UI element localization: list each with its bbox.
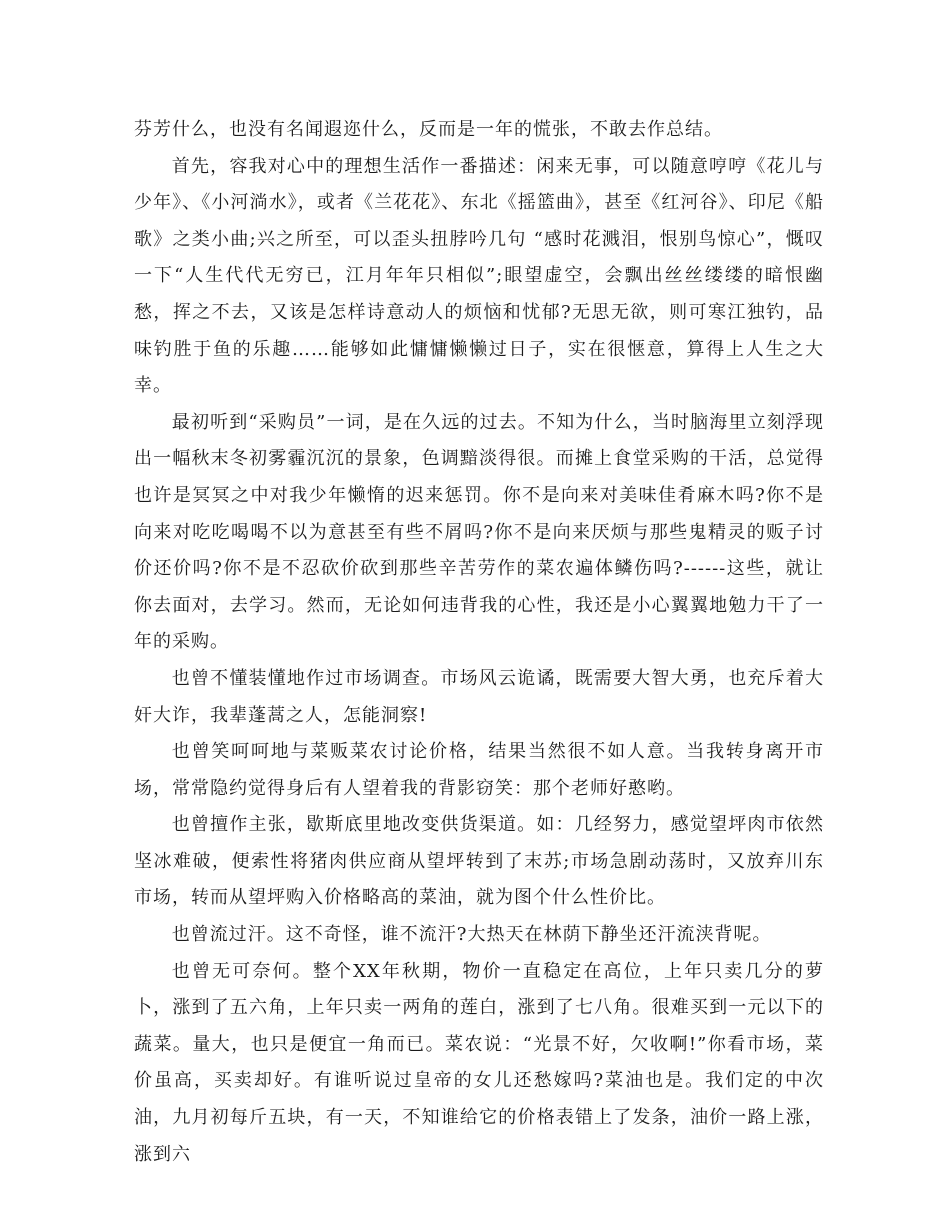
paragraph: 芬芳什么，也没有名闻遐迩什么，反而是一年的慌张，不敢去作总结。 (134, 119, 723, 140)
paragraph: 也曾无可奈何。整个XX年秋期，物价一直稳定在高位，上年只卖几分的萝卜，涨到了五六角，上年只卖一两角的莲白，涨到了七八角。很难买到一元以下的蔬菜。量大，也只是便宜一角而已。菜农说：“光景不好，欠收啊!”你看市场，菜价虽高，买卖却好。有谁听说过皇帝的女儿还愁嫁吗?菜油也是。我们定的中次油，九月初每斤五块，有一天，不知谁给它的价格表错上了发条，油价一路上涨，涨到六 (134, 960, 824, 1165)
paragraph: 也曾笑呵呵地与菜贩菜农讨论价格，结果当然很不如人意。当我转身离开市场，常常隐约觉得身后有人望着我的背影窃笑：那个老师好憨哟。 (134, 741, 824, 799)
paragraph: 也曾不懂装懂地作过市场调查。市场风云诡谲，既需要大智大勇，也充斥着大奸大诈，我辈蓬蒿之人，怎能洞察! (134, 667, 824, 726)
paragraph: 首先，容我对心中的理想生活作一番描述：闲来无事，可以随意哼哼《花儿与少年》、《小河淌水》，或者《兰花花》、东北《摇篮曲》，甚至《红河谷》、印尼《船歌》之类小曲;兴之所至，可以歪头扭脖吟几句 “感时花溅泪，恨别鸟惊心”，慨叹一下“人生代代无穷已，江月年年只相似”;眼望虚空，会飘出丝丝缕缕的暗恨幽愁，挥之不去，又该是怎样诗意动人的烦恼和忧郁?无思无欲，则可寒江独钓，品味钓胜于鱼的乐趣……能够如此慵慵懒懒过日子，实在很惬意，算得上人生之大幸。 (134, 155, 824, 397)
paragraph: 最初听到“采购员”一词，是在久远的过去。不知为什么，当时脑海里立刻浮现出一幅秋末冬初雾霾沉沉的景象，色调黯淡得很。而摊上食堂采购的干活，总觉得也许是冥冥之中对我少年懒惰的迟来惩罚。你不是向来对美味佳肴麻木吗?你不是向来对吃吃喝喝不以为意甚至有些不屑吗?你不是向来厌烦与那些鬼精灵的贩子讨价还价吗?你不是不忍砍价砍到那些辛苦劳作的菜农遍体鳞伤吗?------这些，就让你去面对，去学习。然而，无论如何违背我的心性，我还是小心翼翼地勉力干了一年的采购。 (134, 411, 824, 653)
article-body (134, 112, 824, 1173)
paragraph: 也曾擅作主张，歇斯底里地改变供货渠道。如：几经努力，感觉望坪肉市依然坚冰难破，便索性将猪肉供应商从望坪转到了末苏;市场急剧动荡时，又放弃川东市场，转而从望坪购入价格略高的菜油，就为图个什么性价比。 (134, 814, 824, 909)
paragraph: 也曾流过汗。这不奇怪，谁不流汗?大热天在林荫下静坐还汗流浃背呢。 (171, 924, 772, 946)
